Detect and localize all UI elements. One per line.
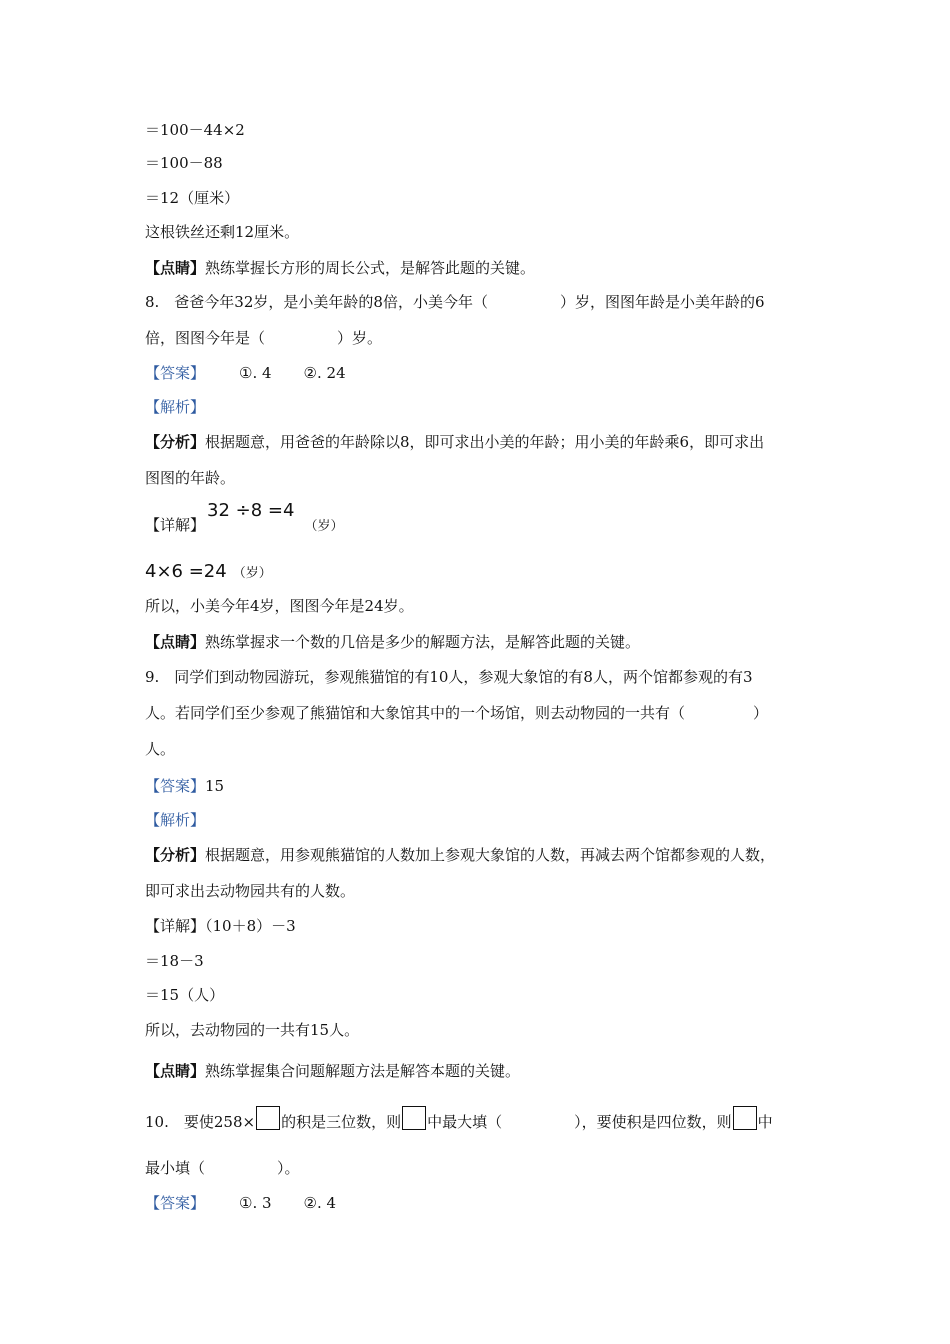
comment-tag: 【点睛】 [145, 259, 206, 277]
blank-box [402, 1106, 426, 1130]
equation-line [145, 560, 272, 586]
comment-text: 熟练掌握长方形的周长公式，是解答此题的关键。 [205, 259, 536, 277]
calc-step: ＝100－44×2 [145, 121, 245, 139]
comment-line [145, 1061, 520, 1081]
answer-value: ②. 24 [303, 364, 346, 382]
comment-line [145, 632, 640, 652]
detail-tag: 【详解】 [145, 516, 206, 534]
calc-step: ＝18－3 [145, 952, 204, 970]
question-9-line-1: 9. 同学们到动物园游玩，参观熊猫馆的有10人，参观大象馆的有8人，两个馆都参观的有3 [145, 668, 753, 686]
comment-tag: 【点睛】 [145, 633, 206, 651]
question-text: ）岁。 [337, 329, 383, 347]
question-9-line-3: 人。 [145, 740, 176, 758]
answer-line [145, 776, 224, 796]
question-10-line-2 [145, 1158, 300, 1178]
equation-unit: （岁） [304, 519, 344, 534]
comment-line [145, 258, 535, 278]
question-text: 中最大填（ [427, 1113, 503, 1131]
answer-tag: 【答案】 [145, 364, 206, 382]
equation: 4×6 =24 [145, 561, 227, 582]
blank-box [256, 1106, 280, 1130]
blank-box [733, 1106, 757, 1130]
answer-value: 15 [205, 777, 225, 795]
question-text: 中 [757, 1113, 773, 1131]
question-9-line-2 [145, 703, 768, 723]
analysis-line [145, 432, 764, 452]
answer-value: ①. 4 [239, 364, 272, 382]
question-8-line-2 [145, 328, 382, 348]
comment-tag: 【点睛】 [145, 1062, 206, 1080]
fenxi-tag: 【分析】 [145, 846, 206, 864]
analysis-line [145, 845, 775, 865]
detail-tag: 【详解】 [145, 917, 206, 935]
detail-line [145, 500, 344, 549]
answer-value: ②. 4 [303, 1194, 337, 1212]
analysis-tag: 【解析】 [145, 398, 206, 416]
question-text: 人。若同学们至少参观了熊猫馆和大象馆其中的一个场馆，则去动物园的一共有（ [145, 704, 686, 722]
calc-step: ＝12（厘米） [145, 189, 240, 207]
fenxi-text: 根据题意，用爸爸的年龄除以8，即可求出小美的年龄；用小美的年龄乘6，即可求出 [205, 433, 765, 451]
analysis-tag: 【解析】 [145, 811, 206, 829]
analysis-line: 图图的年龄。 [145, 469, 236, 487]
detail-text: （10＋8）－3 [205, 917, 296, 935]
question-8-line-1 [145, 292, 765, 312]
question-text: 的积是三位数，则 [281, 1113, 402, 1131]
conclusion-text: 所以，去动物园的一共有15人。 [145, 1021, 360, 1039]
equation-unit: （岁） [232, 566, 272, 581]
calc-step: ＝100－88 [145, 154, 223, 172]
question-text: 10. 要使258× [145, 1113, 256, 1131]
answer-line [145, 363, 346, 383]
conclusion-text: 这根铁丝还剩12厘米。 [145, 223, 300, 241]
question-text: ）岁，图图年龄是小美年龄的6 [559, 293, 765, 311]
equation: 32 ÷8 =4 [207, 500, 295, 521]
question-text: ）。 [277, 1159, 300, 1177]
calc-step: ＝15（人） [145, 986, 225, 1004]
question-text: 8. 爸爸今年32岁，是小美年龄的8倍，小美今年（ [145, 293, 488, 311]
question-text: ），要使积是四位数，则 [574, 1113, 732, 1131]
analysis-line: 即可求出去动物园共有的人数。 [145, 882, 356, 900]
answer-value: ①. 3 [239, 1194, 272, 1212]
question-text: 倍，图图今年是（ [145, 329, 266, 347]
conclusion-text: 所以，小美今年4岁，图图今年是24岁。 [145, 597, 414, 615]
answer-tag: 【答案】 [145, 777, 206, 795]
answer-tag: 【答案】 [145, 1194, 206, 1212]
comment-text: 熟练掌握集合问题解题方法是解答本题的关键。 [205, 1062, 521, 1080]
comment-text: 熟练掌握求一个数的几倍是多少的解题方法，是解答此题的关键。 [205, 633, 641, 651]
answer-line [145, 1193, 336, 1213]
detail-line [145, 916, 296, 936]
question-text: ） [753, 704, 769, 722]
question-text: 最小填（ [145, 1159, 206, 1177]
fenxi-text: 根据题意，用参观熊猫馆的人数加上参观大象馆的人数，再减去两个馆都参观的人数， [205, 846, 776, 864]
fenxi-tag: 【分析】 [145, 433, 206, 451]
question-10-line-1 [145, 1106, 773, 1135]
